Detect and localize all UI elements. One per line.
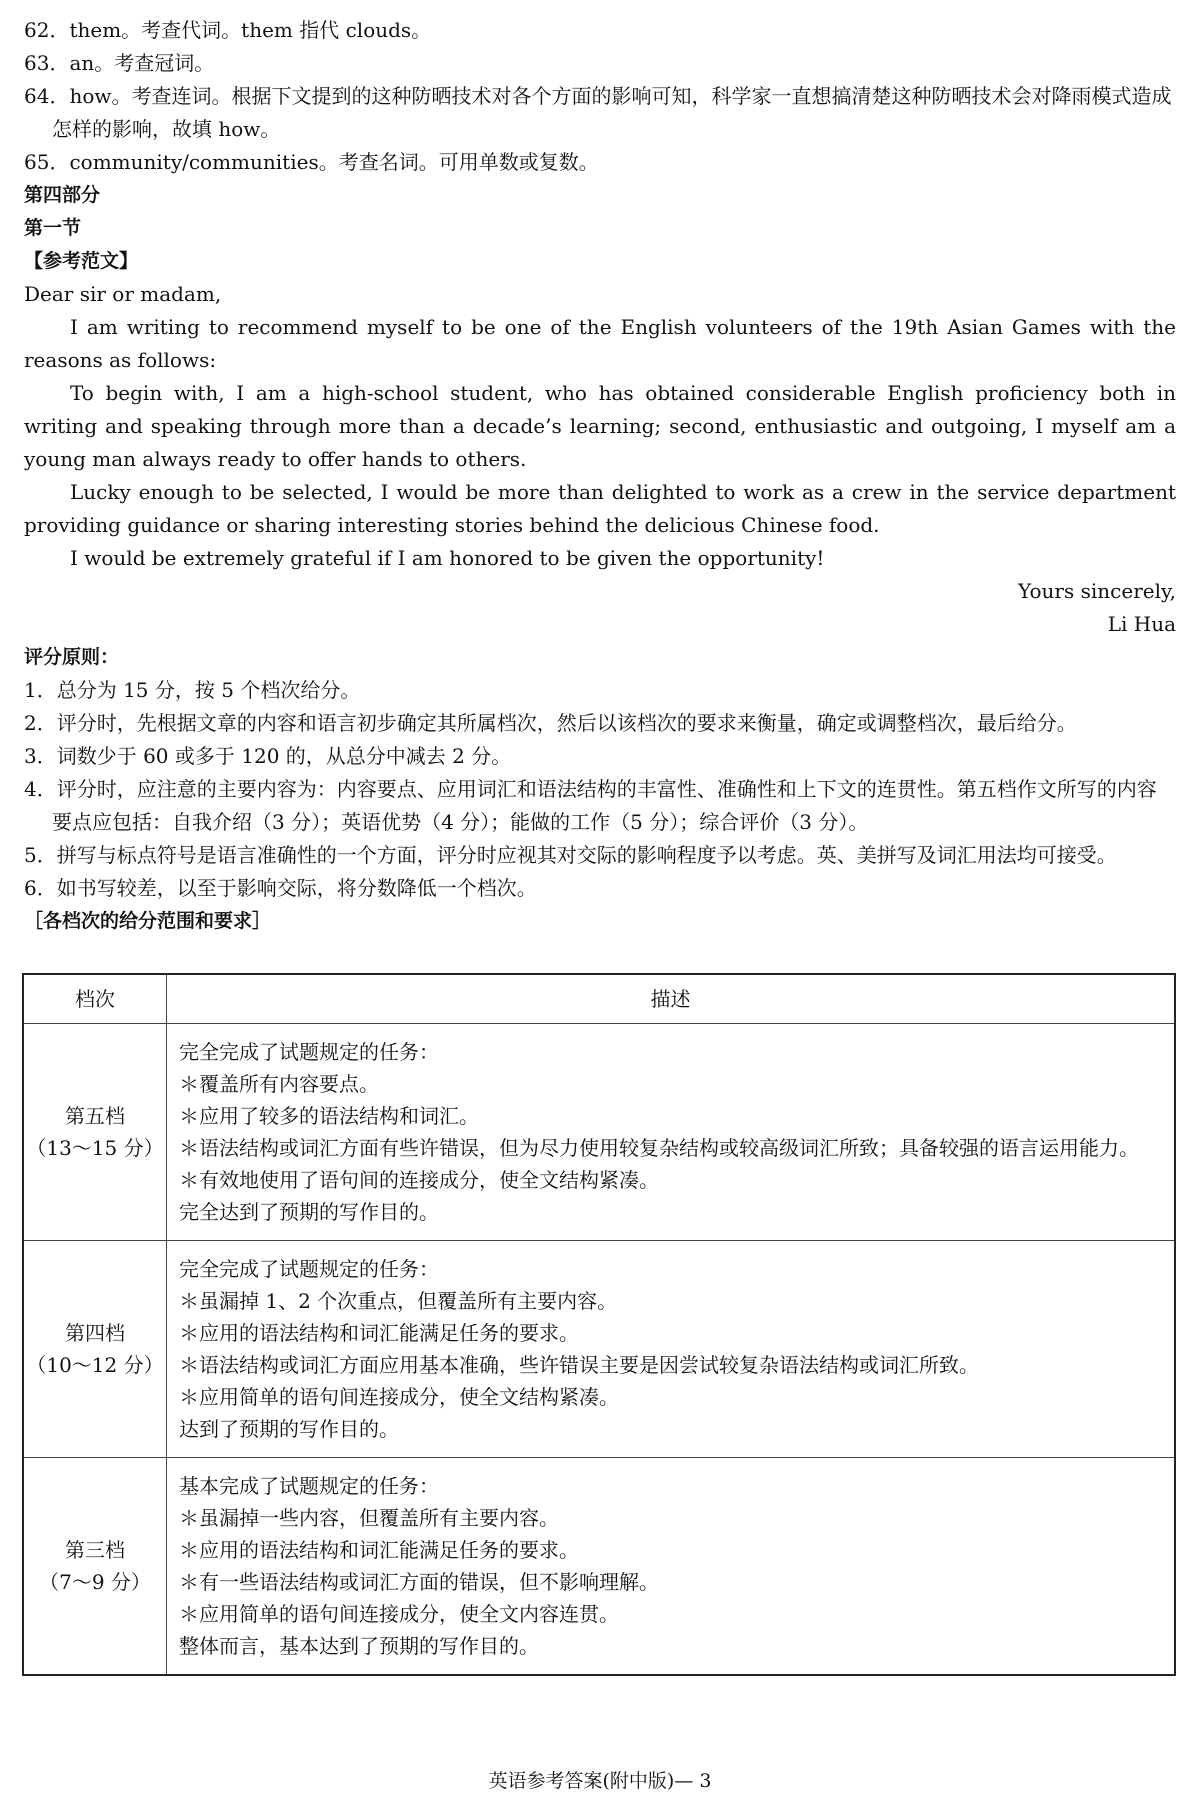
scoring-rule: 5．拼写与标点符号是语言准确性的一个方面，评分时应视其对交际的影响程度予以考虑。英、美拼写及词汇用法均可接受。 bbox=[24, 843, 1117, 867]
document-body bbox=[24, 14, 1176, 938]
description-line: 达到了预期的写作目的。 bbox=[179, 1417, 399, 1441]
scoring-rule: 1．总分为 15 分，按 5 个档次给分。 bbox=[24, 678, 361, 702]
table-row bbox=[23, 1241, 1175, 1458]
description-line: ＊覆盖所有内容要点。 bbox=[179, 1072, 379, 1096]
table-row bbox=[23, 1024, 1175, 1241]
description-cell bbox=[167, 1241, 1176, 1458]
column-header-description: 描述 bbox=[167, 974, 1176, 1024]
description-line: ＊虽漏掉 1、2 个次重点，但覆盖所有主要内容。 bbox=[179, 1289, 618, 1313]
level-name: 第三档 bbox=[65, 1538, 125, 1562]
scoring-rule: 2．评分时，先根据文章的内容和语言初步确定其所属档次，然后以该档次的要求来衡量，确定或调整档次，最后给分。 bbox=[24, 711, 1077, 735]
description-line: ＊虽漏掉一些内容，但覆盖所有主要内容。 bbox=[179, 1506, 559, 1530]
description-line: ＊语法结构或词汇方面有些许错误，但为尽力使用较复杂结构或较高级词汇所致；具备较强的语言运用能力。 bbox=[179, 1136, 1139, 1160]
scoring-rule: 6．如书写较差，以至于影响交际，将分数降低一个档次。 bbox=[24, 876, 537, 900]
table-heading: ［各档次的给分范围和要求］ bbox=[24, 910, 272, 932]
column-header-level: 档次 bbox=[23, 974, 167, 1024]
answer-63: 63．an。考查冠词。 bbox=[24, 51, 215, 75]
description-line: 基本完成了试题规定的任务： bbox=[179, 1474, 439, 1498]
description-line: 完全达到了预期的写作目的。 bbox=[179, 1200, 439, 1224]
description-line: ＊应用了较多的语法结构和词汇。 bbox=[179, 1104, 479, 1128]
scoring-heading: 评分原则： bbox=[24, 646, 120, 668]
description-cell bbox=[167, 1024, 1176, 1241]
letter-greeting: Dear sir or madam, bbox=[24, 282, 222, 306]
description-line: ＊应用简单的语句间连接成分，使全文结构紧凑。 bbox=[179, 1385, 619, 1409]
description-line: 完全完成了试题规定的任务： bbox=[179, 1040, 439, 1064]
description-cell bbox=[167, 1458, 1176, 1676]
description-line: ＊应用的语法结构和词汇能满足任务的要求。 bbox=[179, 1321, 579, 1345]
letter-paragraph: Lucky enough to be selected, I would be more than delighted to work as a crew in the service department providing guidance or sharing interesting stories behind the delicious Chinese food. bbox=[24, 480, 1176, 537]
level-cell bbox=[23, 1024, 167, 1241]
description-line: ＊有一些语法结构或词汇方面的错误，但不影响理解。 bbox=[179, 1570, 659, 1594]
letter-paragraph: I am writing to recommend myself to be one of the English volunteers of the 19th Asian Games with the reasons as follows: bbox=[24, 315, 1176, 372]
answer-64: 64．how。考查连词。根据下文提到的这种防晒技术对各个方面的影响可知，科学家一直想搞清楚这种防晒技术会对降雨模式造成怎样的影响，故填 how。 bbox=[24, 84, 1172, 141]
description-line: 整体而言，基本达到了预期的写作目的。 bbox=[179, 1634, 539, 1658]
level-range: （7～9 分） bbox=[39, 1570, 151, 1594]
letter-paragraph: To begin with, I am a high-school student, who has obtained considerable English proficiency both in writing and speaking through more than a decade’s learning; second, enthusiastic and outgoing, I myself am a young man always ready to offer hands to others. bbox=[24, 381, 1176, 471]
letter-closing: Yours sincerely, bbox=[1018, 579, 1176, 603]
level-cell bbox=[23, 1241, 167, 1458]
description-line: ＊应用简单的语句间连接成分，使全文内容连贯。 bbox=[179, 1602, 619, 1626]
page-footer: 英语参考答案(附中版)— 3 bbox=[488, 1770, 712, 1792]
rubric-table bbox=[22, 973, 1176, 1676]
sample-heading: 【参考范文】 bbox=[24, 250, 139, 272]
level-name: 第四档 bbox=[65, 1321, 125, 1345]
level-name: 第五档 bbox=[65, 1104, 125, 1128]
answer-62: 62．them。考查代词。them 指代 clouds。 bbox=[24, 18, 432, 42]
level-cell bbox=[23, 1458, 167, 1676]
description-line: ＊语法结构或词汇方面应用基本准确，些许错误主要是因尝试较复杂语法结构或词汇所致。 bbox=[179, 1353, 979, 1377]
scoring-rule: 3．词数少于 60 或多于 120 的，从总分中减去 2 分。 bbox=[24, 744, 512, 768]
table-header-row bbox=[23, 974, 1175, 1024]
section-heading: 第一节 bbox=[24, 217, 82, 239]
letter-paragraph: I would be extremely grateful if I am honored to be given the opportunity! bbox=[70, 546, 825, 570]
part-heading: 第四部分 bbox=[24, 184, 101, 206]
description-line: 完全完成了试题规定的任务： bbox=[179, 1257, 439, 1281]
level-range: （13～15 分） bbox=[26, 1136, 164, 1160]
description-line: ＊应用的语法结构和词汇能满足任务的要求。 bbox=[179, 1538, 579, 1562]
description-line: ＊有效地使用了语句间的连接成分，使全文结构紧凑。 bbox=[179, 1168, 659, 1192]
letter-signature: Li Hua bbox=[1107, 612, 1176, 636]
scoring-rule: 4．评分时，应注意的主要内容为：内容要点、应用词汇和语法结构的丰富性、准确性和上下文的连贯性。第五档作文所写的内容要点应包括：自我介绍（3 分）；英语优势（4 分）；能做的工作（5 分）；综合评价（3 分）。 bbox=[24, 777, 1157, 834]
answer-65: 65．community/communities。考查名词。可用单数或复数。 bbox=[24, 150, 599, 174]
level-range: （10～12 分） bbox=[26, 1353, 164, 1377]
table-row bbox=[23, 1458, 1175, 1676]
